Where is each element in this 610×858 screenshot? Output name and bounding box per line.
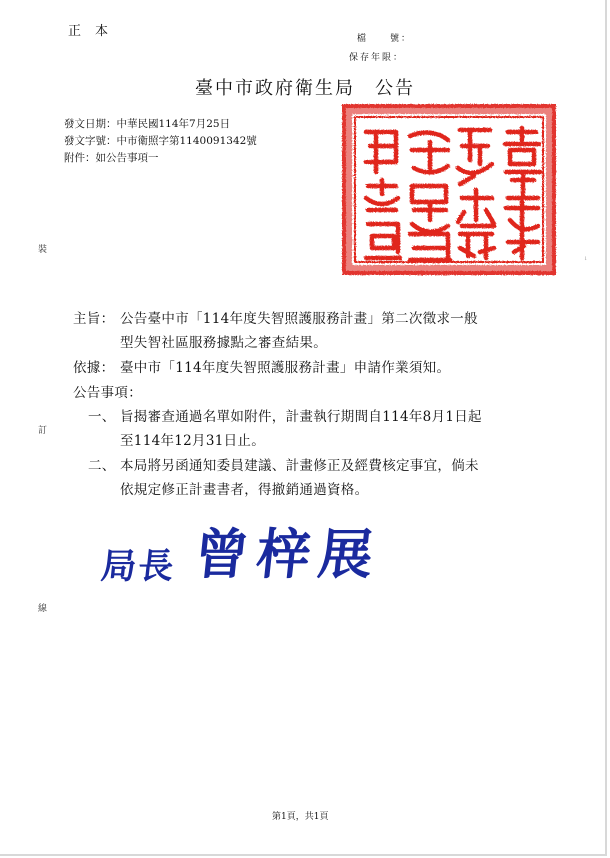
document-number: 發文字號：中市衛照字第1140091342號 xyxy=(64,135,257,147)
margin-mark: ꜜ xyxy=(584,256,588,266)
binding-mark-ding: 訂 xyxy=(38,426,48,436)
director-signature xyxy=(99,512,385,589)
signature-title: 局長 xyxy=(99,547,178,587)
notice-item-text-line1: 旨揭審查通過名單如附件，計畫執行期間自114年8月1日起 xyxy=(120,409,482,425)
file-number-label: 檔 號： xyxy=(357,34,413,44)
notice-item-text-line2: 依規定修正計畫書者，得撤銷通過資格。 xyxy=(120,482,369,498)
subject-label: 主旨： xyxy=(73,311,115,327)
page-number: 第1頁，共1頁 xyxy=(272,812,329,822)
notice-item-number: 一、 xyxy=(88,409,116,425)
retention-label: 保存年限： xyxy=(349,53,405,63)
notice-item-number: 二、 xyxy=(88,458,116,474)
notice-items-label: 公告事項： xyxy=(73,385,142,401)
official-seal xyxy=(340,102,558,277)
signature-name: 曾梓展 xyxy=(191,523,384,586)
subject-text-line1: 公告臺中市「114年度失智照護服務計畫」第二次徵求一般 xyxy=(120,311,478,327)
notice-item-text-line1: 本局將另函通知委員建議、計畫修正及經費核定事宜，倘未 xyxy=(120,458,479,474)
notice-item-text-line2: 至114年12月31日止。 xyxy=(120,433,266,449)
basis-text: 臺中市「114年度失智照護服務計畫」申請作業須知。 xyxy=(120,360,451,376)
binding-mark-xian: 線 xyxy=(38,604,48,614)
document-title: 臺中市政府衛生局 公告 xyxy=(195,78,415,99)
subject-text-line2: 型失智社區服務據點之審查結果。 xyxy=(120,335,327,351)
binding-mark-zhuang: 裝 xyxy=(38,245,48,255)
issue-date: 發文日期：中華民國114年7月25日 xyxy=(64,118,231,130)
copy-label: 正本 xyxy=(68,24,123,39)
attachment-info: 附件：如公告事項一 xyxy=(64,152,159,164)
basis-label: 依據： xyxy=(73,360,115,376)
